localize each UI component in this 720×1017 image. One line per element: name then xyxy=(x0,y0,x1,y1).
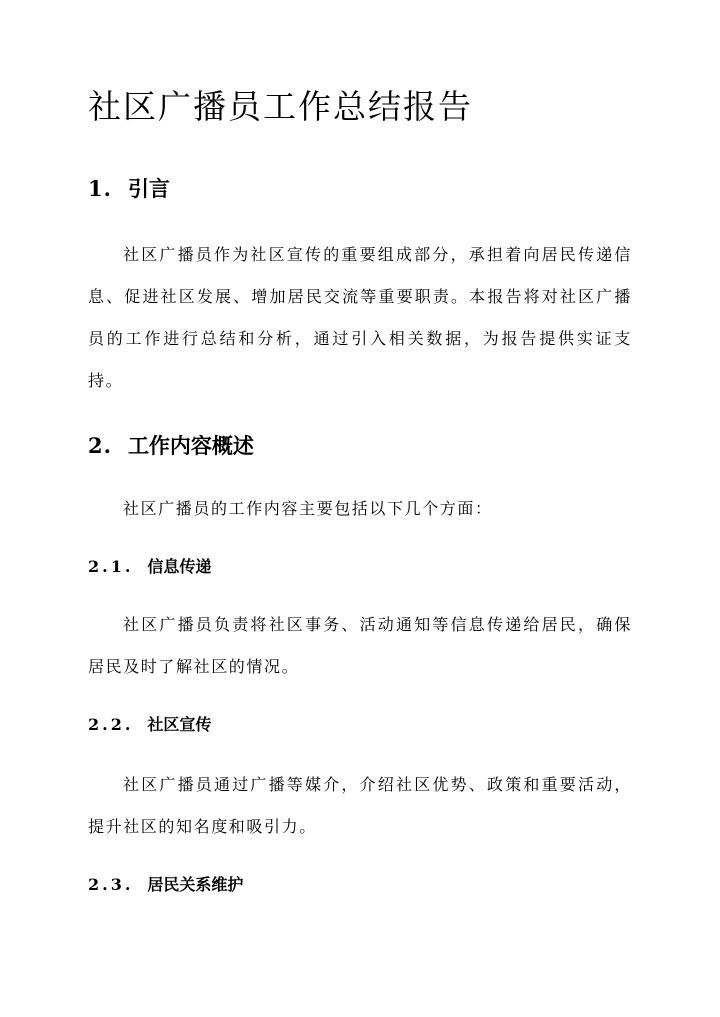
subsection-title: 社区宣传 xyxy=(147,715,212,734)
information-delivery-paragraph: 社区广播员负责将社区事务、活动通知等信息传递给居民，确保居民及时了解社区的情况。 xyxy=(88,615,632,676)
section-heading-introduction xyxy=(88,174,170,204)
section-number: 1. xyxy=(88,176,112,201)
introduction-paragraph: 社区广播员作为社区宣传的重要组成部分，承担着向居民传递信息、促进社区发展、增加居民交流等重要职责。本报告将对社区广播员的工作进行总结和分析，通过引入相关数据，为报告提供实证支持。 xyxy=(88,245,632,390)
work-overview-paragraph: 社区广播员的工作内容主要包括以下几个方面： xyxy=(123,499,493,518)
subsection-title: 信息传递 xyxy=(147,557,212,576)
section-title: 引言 xyxy=(127,176,170,201)
subsection-number: 2.3. xyxy=(88,875,134,894)
subsection-title: 居民关系维护 xyxy=(147,875,244,894)
subsection-heading-information-delivery xyxy=(88,554,211,580)
section-title: 工作内容概述 xyxy=(127,433,254,458)
document-title: 社区广播员工作总结报告 xyxy=(88,87,473,126)
section-number: 2. xyxy=(88,433,112,458)
subsection-heading-resident-relations xyxy=(88,872,243,898)
subsection-number: 2.2. xyxy=(88,715,134,734)
community-publicity-paragraph: 社区广播员通过广播等媒介，介绍社区优势、政策和重要活动，提升社区的知名度和吸引力。 xyxy=(88,775,632,836)
section-heading-work-overview xyxy=(88,431,254,461)
subsection-number: 2.1. xyxy=(88,557,134,576)
subsection-heading-community-publicity xyxy=(88,712,211,738)
